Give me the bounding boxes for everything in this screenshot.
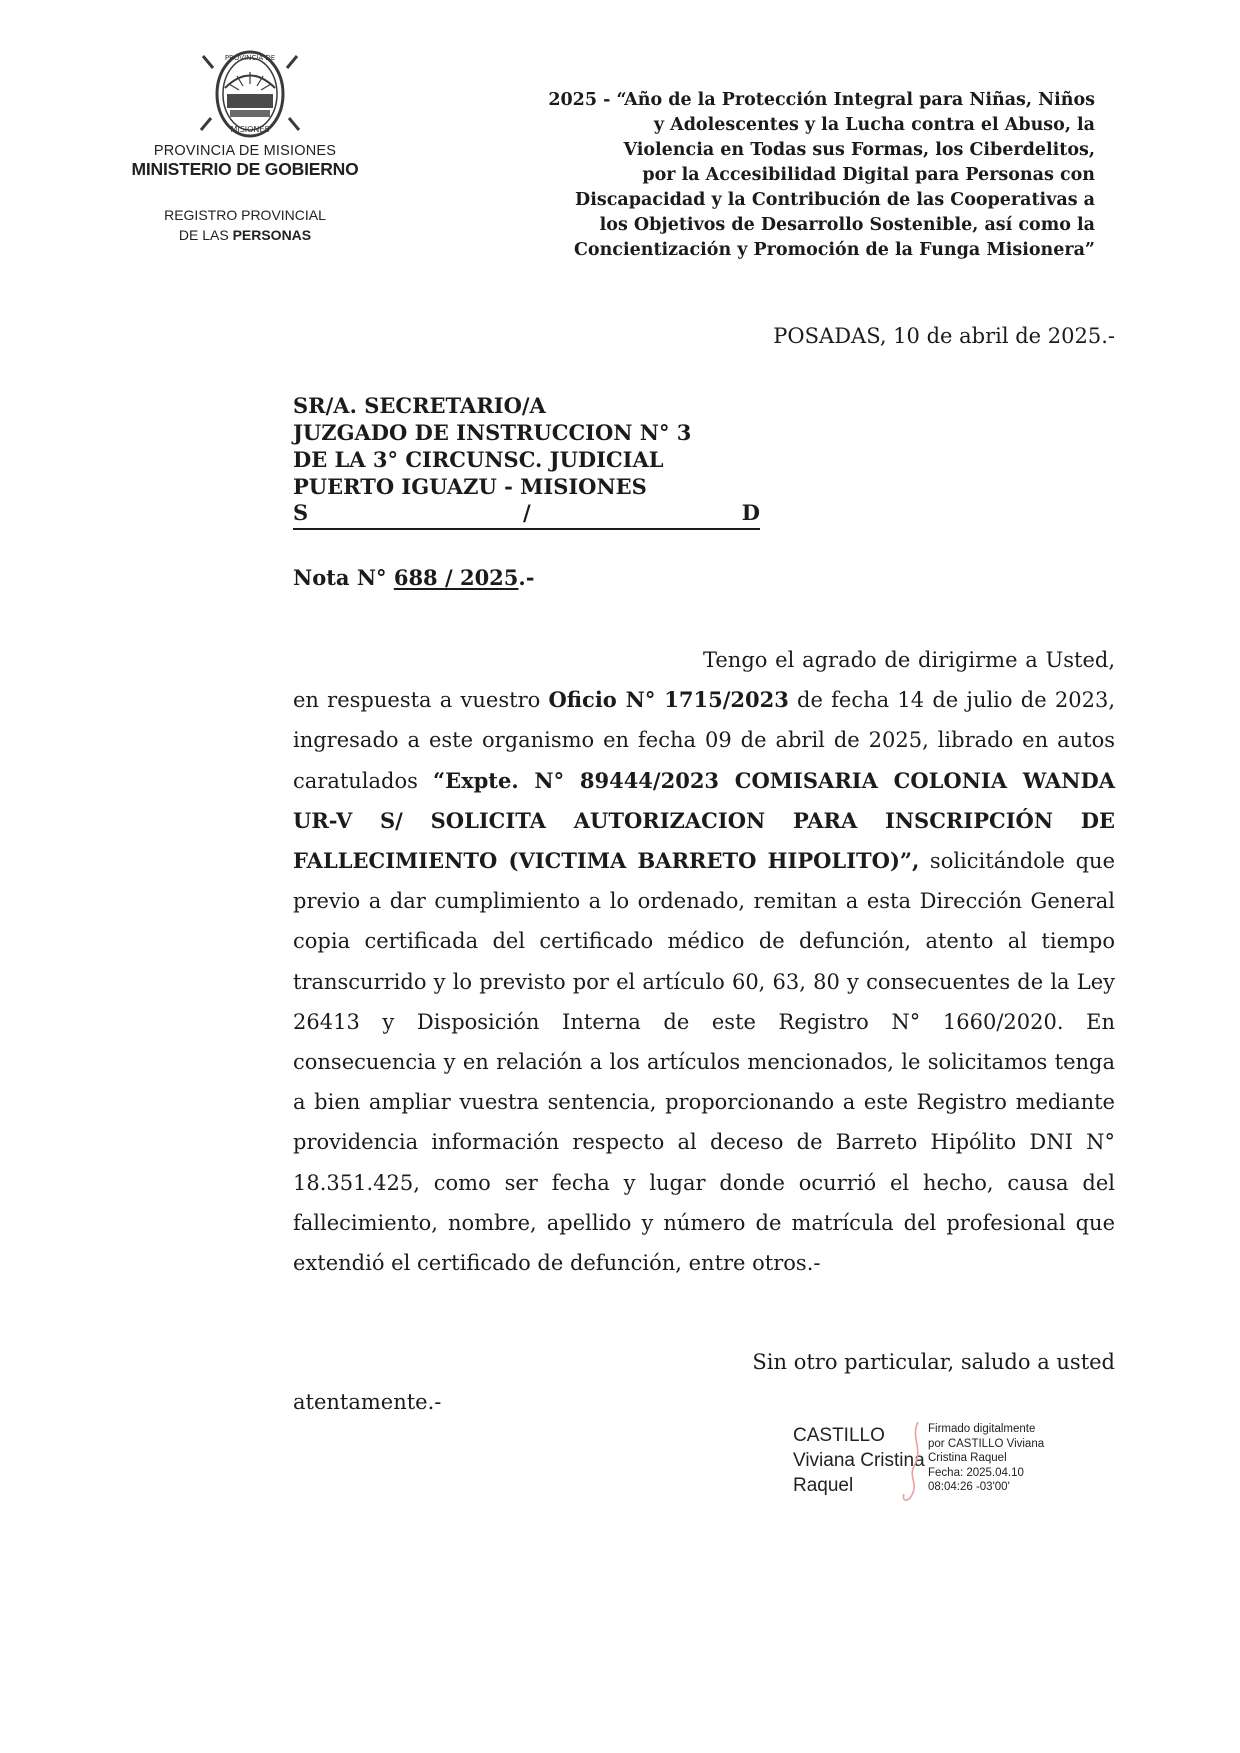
- sd-mid: /: [523, 500, 531, 525]
- closing: [293, 1342, 1115, 1422]
- sig-meta-line: Fecha: 2025.04.10: [928, 1466, 1024, 1479]
- motto-line: Violencia en Todas sus Formas, los Ciberdelitos,: [623, 140, 1095, 160]
- body-text-3: solicitándole que previo a dar cumplimiento a lo ordenado, remitan a esta Dirección General copia certificada del certificado médico de defunción, atento al tiempo transcurrido y lo previsto por el artículo 60, 63, 80 y consecuentes de la Ley 26413 y Disposición Interna de este Registro N° 1660/2020. En consecuencia y en relación a los artículos mencionados, le solicitamos tenga a bien ampliar vuestra sentencia, proporcionando a este Registro mediante providencia información respecto al deceso de Barreto Hipólito DNI N° 18.351.425, como ser fecha y lugar donde ocurrió el hecho, causa del fallecimiento, nombre, apellido y número de matrícula del profesional que extendió el certificado de defunción, entre otros.-: [293, 849, 1115, 1276]
- emblem-bottom-text: MISIONES: [230, 125, 270, 134]
- motto-line: 2025 - “Año de la Protección Integral para Niñas, Niños: [548, 90, 1095, 110]
- emblem-top-text: PROVINCIA DE: [224, 54, 276, 62]
- registry-line-2a: DE LAS: [178, 227, 233, 243]
- registry-line-2b: PERSONAS: [232, 227, 312, 243]
- province-emblem-icon: [195, 48, 305, 140]
- letter-body: [293, 640, 1115, 1283]
- body-paragraph: [293, 640, 1115, 1283]
- body-text-2: de fecha 14 de julio de 2023, ingresado a este organismo en fecha 09 de abril de 2025, librado en autos caratulados: [293, 688, 1115, 793]
- ministry-name: MINISTERIO DE GOBIERNO: [131, 159, 359, 179]
- signature-metadata: [928, 1422, 1044, 1495]
- registry-name: [120, 205, 370, 245]
- recipient-line: PUERTO IGUAZU - MISIONES: [293, 474, 647, 499]
- sig-meta-line: Firmado digitalmente: [928, 1423, 1036, 1435]
- recipient-line: SR/A. SECRETARIO/A: [293, 393, 546, 418]
- motto-line: y Adolescentes y la Lucha contra el Abuso, la: [653, 115, 1095, 135]
- body-text-1: Tengo el agrado de dirigirme a Usted, en respuesta a vuestro: [293, 648, 1115, 713]
- registry-line-1: REGISTRO PROVINCIAL: [164, 207, 326, 223]
- closing-line-1: Sin otro particular, saludo a usted: [752, 1350, 1115, 1374]
- note-value: 688 / 2025: [393, 565, 519, 590]
- signer-line: Viviana Cristina: [793, 1450, 925, 1471]
- motto-line: Concientización y Promoción de la Funga Misionera”: [573, 240, 1095, 260]
- case-title: “Expte. N° 89444/2023 COMISARIA COLONIA WANDA UR-V S/ SOLICITA AUTORIZACION PARA INSCRIPCIÓN DE FALLECIMIENTO (VICTIMA BARRETO HIPOLITO)”,: [293, 767, 1115, 874]
- oficio-reference: Oficio N° 1715/2023: [548, 687, 789, 713]
- motto-line: por la Accesibilidad Digital para Personas con: [642, 165, 1095, 185]
- signer-line: Raquel: [793, 1475, 854, 1496]
- sig-meta-line: Cristina Raquel: [928, 1452, 1007, 1464]
- motto-line: los Objetivos de Desarrollo Sostenible, así como la: [599, 215, 1095, 235]
- org-name: [120, 143, 370, 179]
- motto-line: Discapacidad y la Contribución de las Cooperativas a: [575, 190, 1095, 210]
- recipient-line: JUZGADO DE INSTRUCCION N° 3: [293, 420, 692, 445]
- note-number: [293, 565, 534, 590]
- province-name: PROVINCIA DE MISIONES: [153, 143, 337, 159]
- place-date: POSADAS, 10 de abril de 2025.-: [773, 324, 1115, 348]
- signer-line: CASTILLO: [793, 1425, 885, 1446]
- sd-left: S: [293, 500, 309, 525]
- sd-right: D: [741, 500, 760, 525]
- note-label: Nota N°: [293, 565, 387, 590]
- sig-meta-line: 08:04:26 -03'00': [928, 1481, 1010, 1493]
- sd-line: [293, 500, 760, 530]
- registry-line-2: [120, 225, 370, 245]
- recipient-line: DE LA 3° CIRCUNSC. JUDICIAL: [293, 447, 664, 472]
- recipient-block: [293, 392, 691, 500]
- closing-line-2: atentamente.-: [293, 1390, 442, 1414]
- year-motto: [470, 88, 1095, 263]
- sig-meta-line: por CASTILLO Viviana: [928, 1437, 1045, 1450]
- note-suffix: .-: [518, 565, 535, 590]
